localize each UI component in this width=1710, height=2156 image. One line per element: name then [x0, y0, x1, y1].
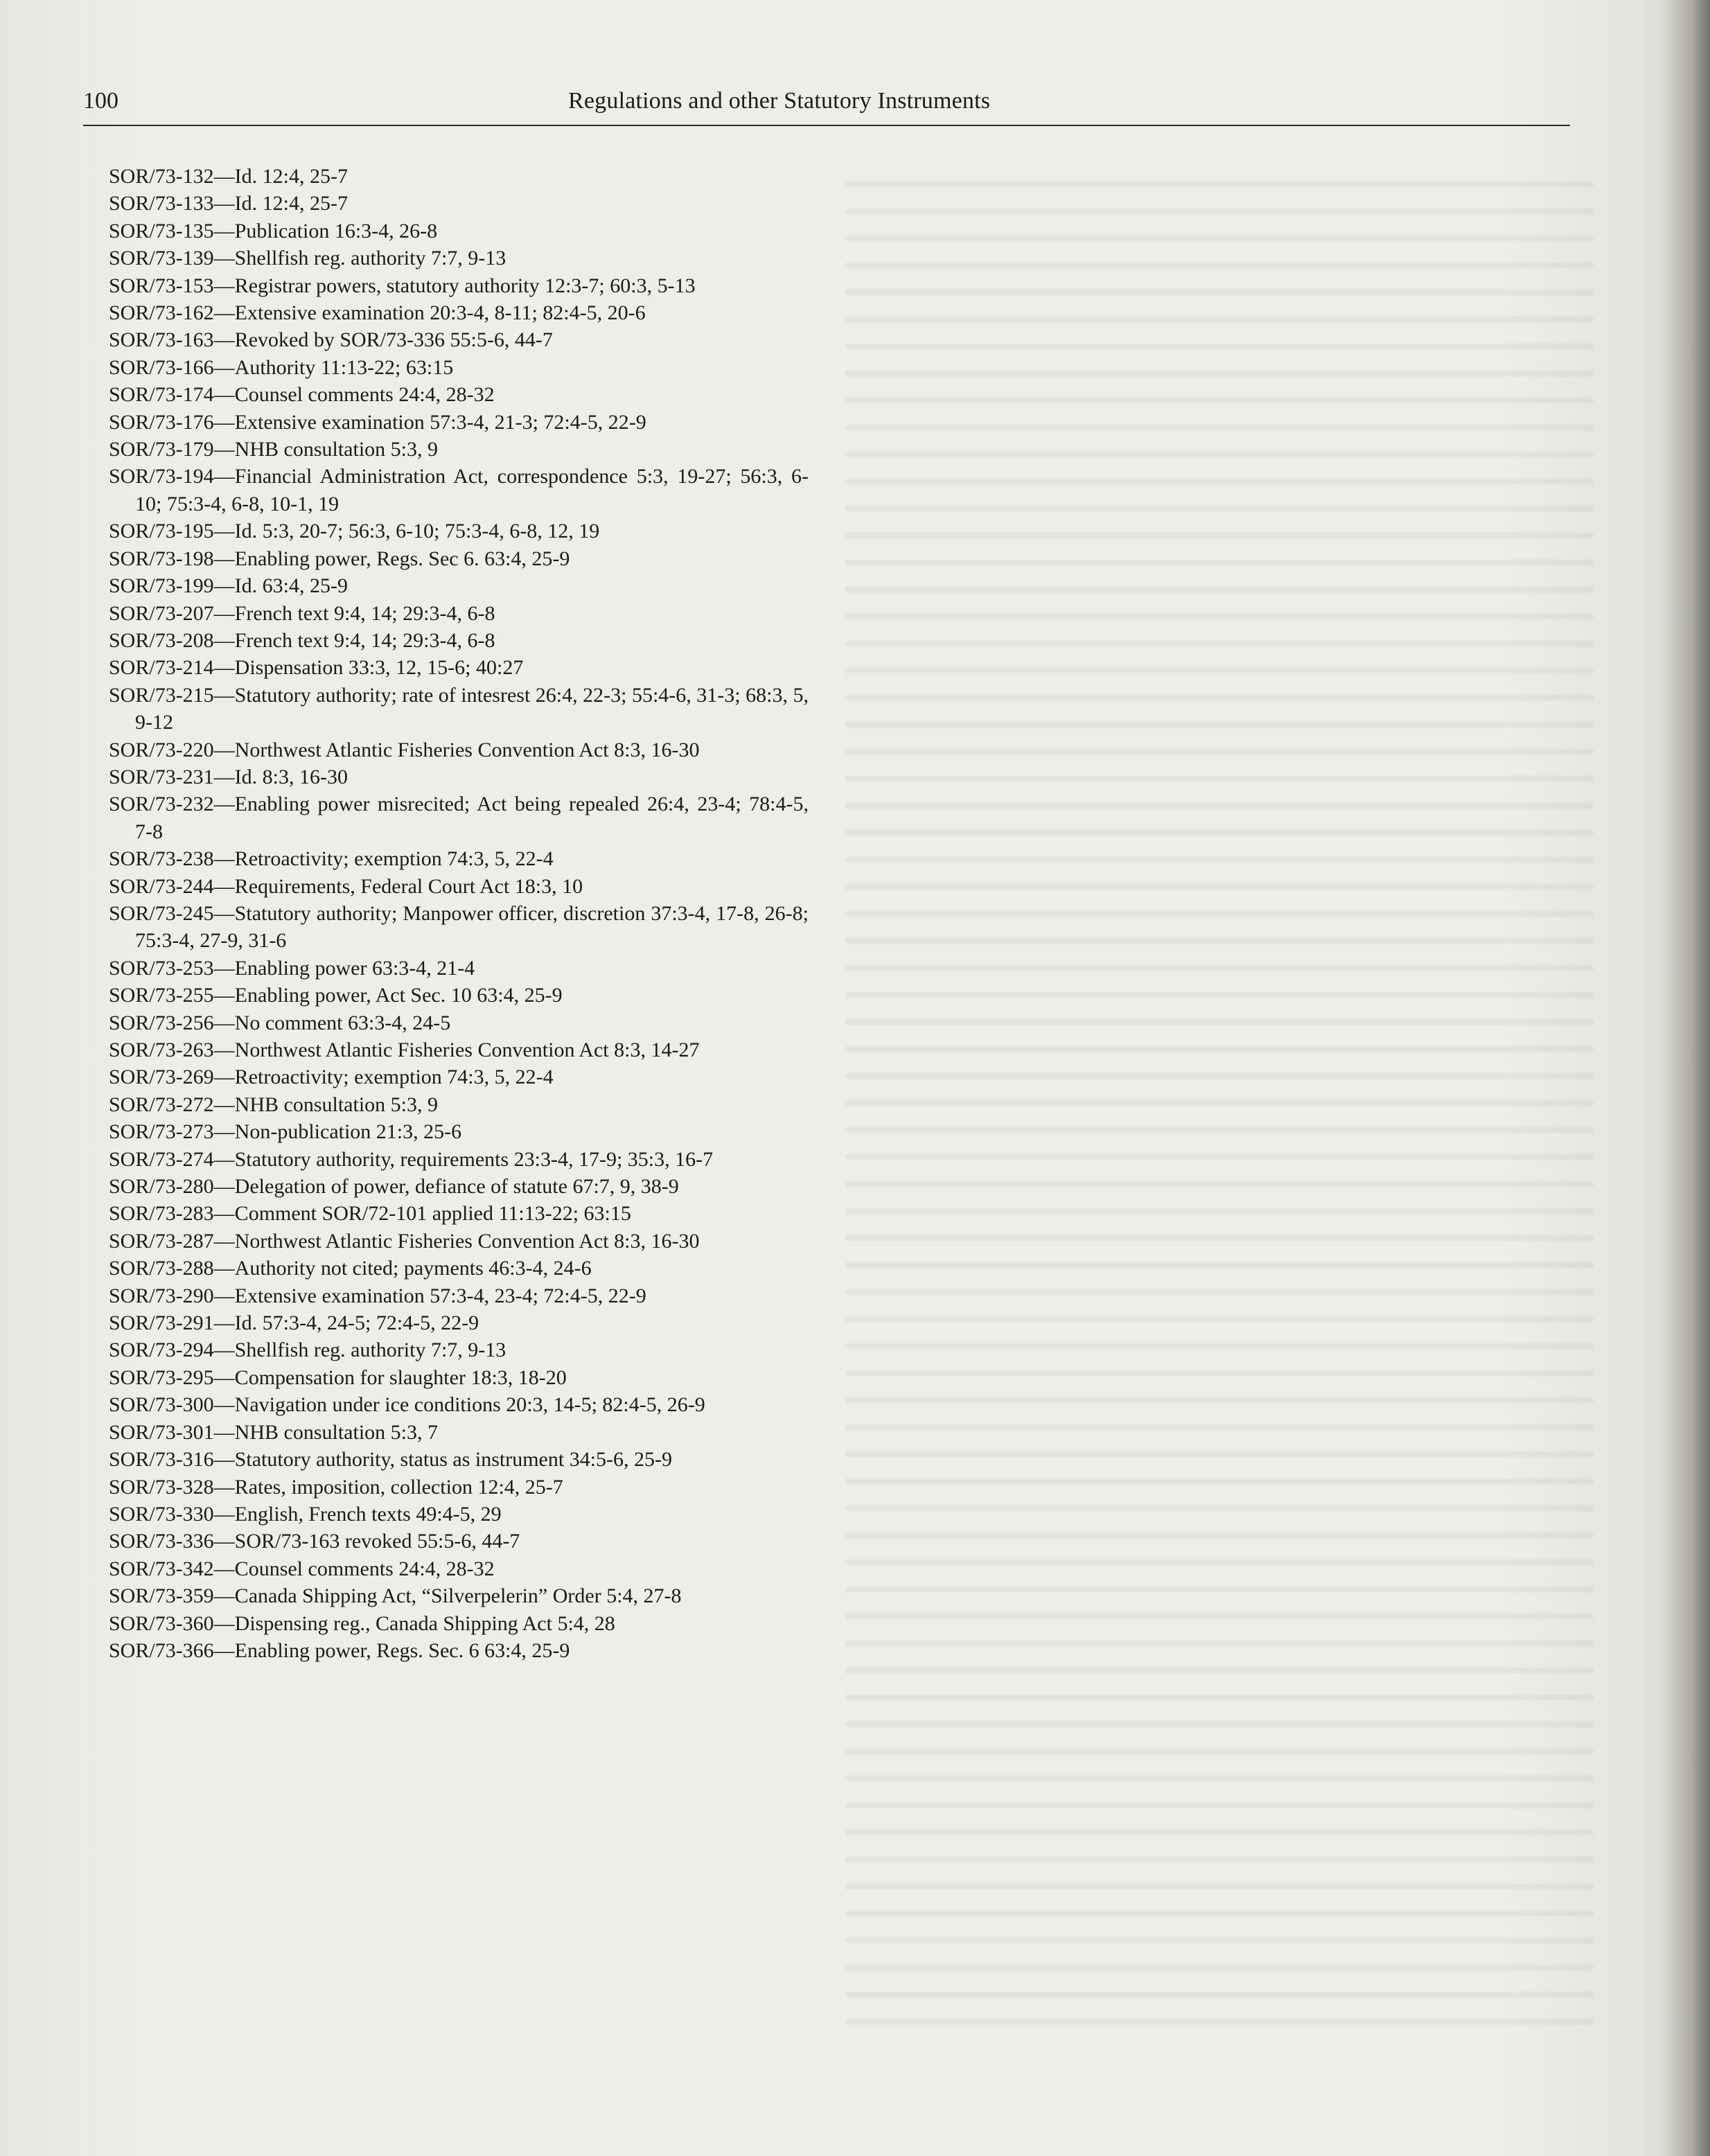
index-entry: SOR/73-153—Registrar powers, statutory authority 12:3-7; 60:3, 5-13: [109, 274, 696, 297]
index-entry: SOR/73-163—Revoked by SOR/73-336 55:5-6, 44-7: [109, 328, 553, 352]
binding-shadow: [1661, 0, 1710, 2156]
page-number: 100: [83, 88, 118, 114]
index-entry: SOR/73-269—Retroactivity; exemption 74:3, 5, 22-4: [109, 1066, 554, 1089]
index-entry-list: [109, 163, 809, 1664]
index-entry: SOR/73-214—Dispensation 33:3, 12, 15-6; 40:27: [109, 656, 524, 680]
index-entry: SOR/73-220—Northwest Atlantic Fisheries Convention Act 8:3, 16-30: [109, 738, 700, 761]
index-entry: SOR/73-359—Canada Shipping Act, “Silverpelerin” Order 5:4, 27-8: [109, 1584, 682, 1608]
index-entry: SOR/73-290—Extensive examination 57:3-4, 23-4; 72:4-5, 22-9: [109, 1284, 646, 1307]
running-head: Regulations and other Statutory Instruments: [568, 88, 991, 114]
index-entry: SOR/73-328—Rates, imposition, collection 12:4, 25-7: [109, 1475, 563, 1499]
index-entry: SOR/73-231—Id. 8:3, 16-30: [109, 765, 348, 788]
index-entry: SOR/73-162—Extensive examination 20:3-4, 8-11; 82:4-5, 20-6: [109, 301, 646, 325]
bleed-through-text: [845, 166, 1594, 2037]
index-entry: SOR/73-336—SOR/73-163 revoked 55:5-6, 44-7: [109, 1530, 520, 1553]
index-entry: SOR/73-280—Delegation of power, defiance of statute 67:7, 9, 38-9: [109, 1175, 679, 1199]
index-entry: SOR/73-245—Statutory authority; Manpower officer, discretion 37:3-4, 17-8, 26-8; 75:3-4, 27-9, 31-6: [109, 901, 809, 953]
index-entry: SOR/73-291—Id. 57:3-4, 24-5; 72:4-5, 22-9: [109, 1311, 479, 1335]
index-entry: SOR/73-238—Retroactivity; exemption 74:3, 5, 22-4: [109, 847, 554, 871]
index-entry: SOR/73-244—Requirements, Federal Court Act 18:3, 10: [109, 874, 583, 898]
index-entry: SOR/73-199—Id. 63:4, 25-9: [109, 574, 348, 598]
index-entry: SOR/73-194—Financial Administration Act, correspondence 5:3, 19-27; 56:3, 6-10; 75:3-4, 6-8, 10-1, 19: [109, 465, 809, 515]
index-entry: SOR/73-283—Comment SOR/72-101 applied 11:13-22; 63:15: [109, 1202, 631, 1226]
index-entry: SOR/73-253—Enabling power 63:3-4, 21-4: [109, 956, 475, 980]
index-entry: SOR/73-255—Enabling power, Act Sec. 10 63:4, 25-9: [109, 984, 563, 1007]
index-entry: SOR/73-132—Id. 12:4, 25-7: [109, 165, 348, 188]
index-entry: SOR/73-135—Publication 16:3-4, 26-8: [109, 219, 438, 242]
index-entry: SOR/73-272—NHB consultation 5:3, 9: [109, 1093, 439, 1116]
index-entry: SOR/73-301—NHB consultation 5:3, 7: [109, 1420, 439, 1444]
index-entry: SOR/73-360—Dispensing reg., Canada Shipping Act 5:4, 28: [109, 1611, 615, 1635]
index-entry: SOR/73-300—Navigation under ice conditions 20:3, 14-5; 82:4-5, 26-9: [109, 1393, 705, 1417]
index-entry: SOR/73-139—Shellfish reg. authority 7:7, 9-13: [109, 247, 506, 270]
index-entry: SOR/73-273—Non-publication 21:3, 25-6: [109, 1120, 462, 1144]
index-entry: SOR/73-295—Compensation for slaughter 18:3, 18-20: [109, 1366, 567, 1389]
index-entry: SOR/73-256—No comment 63:3-4, 24-5: [109, 1011, 451, 1034]
index-entry: SOR/73-263—Northwest Atlantic Fisheries Convention Act 8:3, 14-27: [109, 1039, 700, 1061]
index-entry: SOR/73-274—Statutory authority, requirements 23:3-4, 17-9; 35:3, 16-7: [109, 1147, 714, 1171]
index-entry: SOR/73-208—French text 9:4, 14; 29:3-4, 6-8: [109, 628, 495, 652]
index-entry: SOR/73-133—Id. 12:4, 25-7: [109, 192, 348, 215]
index-entry: SOR/73-316—Statutory authority, status as instrument 34:5-6, 25-9: [109, 1448, 673, 1472]
index-entry: SOR/73-195—Id. 5:3, 20-7; 56:3, 6-10; 75:3-4, 6-8, 12, 19: [109, 520, 600, 543]
index-entry: SOR/73-166—Authority 11:13-22; 63:15: [109, 355, 454, 379]
index-entry: SOR/73-198—Enabling power, Regs. Sec 6. 63:4, 25-9: [109, 547, 570, 570]
index-entry: SOR/73-330—English, French texts 49:4-5, 29: [109, 1502, 502, 1526]
index-entry: SOR/73-215—Statutory authority; rate of intesrest 26:4, 22-3; 55:4-6, 31-3; 68:3, 5, 9-12: [109, 683, 809, 734]
index-entry: SOR/73-366—Enabling power, Regs. Sec. 6 63:4, 25-9: [109, 1638, 570, 1662]
index-entry: SOR/73-179—NHB consultation 5:3, 9: [109, 438, 439, 461]
index-entry: SOR/73-287—Northwest Atlantic Fisheries Convention Act 8:3, 16-30: [109, 1229, 700, 1253]
index-entry: SOR/73-342—Counsel comments 24:4, 28-32: [109, 1557, 495, 1580]
page-header: [83, 83, 1570, 126]
index-entry: SOR/73-294—Shellfish reg. authority 7:7, 9-13: [109, 1338, 506, 1362]
index-entry: SOR/73-232—Enabling power misrecited; Act being repealed 26:4, 23-4; 78:4-5, 7-8: [109, 793, 809, 843]
index-entry: SOR/73-288—Authority not cited; payments 46:3-4, 24-6: [109, 1257, 592, 1280]
index-entry: SOR/73-174—Counsel comments 24:4, 28-32: [109, 383, 495, 407]
index-entry: SOR/73-207—French text 9:4, 14; 29:3-4, 6-8: [109, 601, 495, 625]
index-entry: SOR/73-176—Extensive examination 57:3-4, 21-3; 72:4-5, 22-9: [109, 410, 646, 434]
